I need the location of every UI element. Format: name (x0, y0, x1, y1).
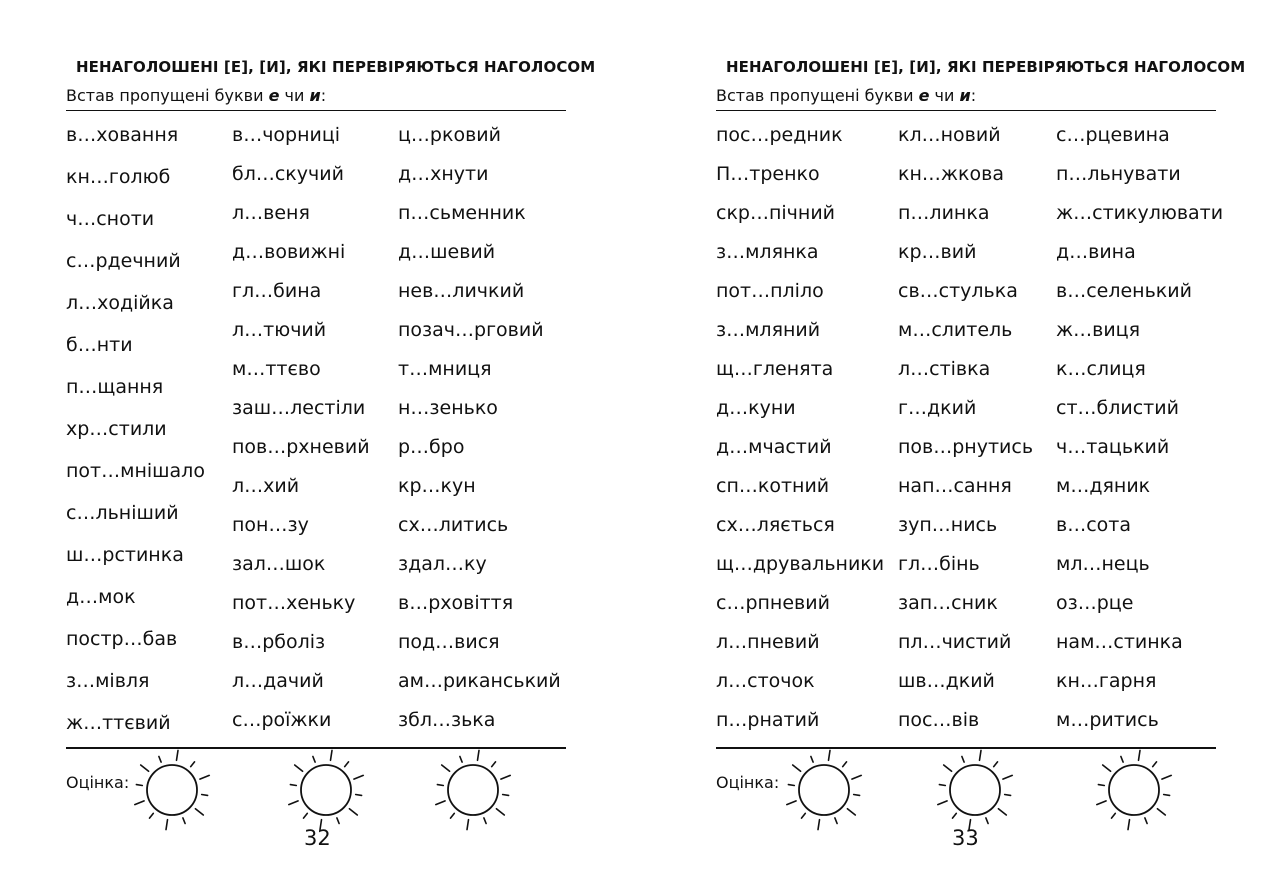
word-item: л…сточок (716, 670, 815, 692)
word-item: г…дкий (898, 397, 977, 419)
word-item: ч…тацький (1056, 436, 1170, 458)
sun-ray (177, 750, 179, 760)
word-item: пот…хеньку (232, 592, 356, 614)
word-item: щ…гленята (716, 358, 834, 380)
word-item: т…мниця (398, 358, 492, 380)
sun-ray (1139, 750, 1141, 760)
sun-ray (159, 757, 161, 763)
sun-ray (289, 801, 298, 805)
sun-ray (835, 818, 837, 824)
sun-ray (183, 818, 185, 824)
sun-ray (1103, 765, 1111, 771)
word-item: пот…пліло (716, 280, 824, 302)
sun-ray (492, 762, 496, 767)
word-item: ц…рковий (398, 124, 501, 146)
word-item: р…бро (398, 436, 465, 458)
sun-ray (290, 785, 296, 786)
sun-ray (437, 785, 443, 786)
word-item: хр…стили (66, 418, 167, 440)
page-number: 33 (952, 826, 979, 850)
sun-disc (448, 765, 498, 815)
word-item: д…мок (66, 586, 136, 608)
exercise-title: НЕНАГОЛОШЕНІ [Е], [И], ЯКІ ПЕРЕВІРЯЮТЬСЯ НАГОЛОСОМ (76, 58, 596, 76)
word-item: д…вина (1056, 241, 1136, 263)
word-item: кн…жкова (898, 163, 1004, 185)
word-item: м…слитель (898, 319, 1013, 341)
word-item: с…рцевина (1056, 124, 1170, 146)
top-rule (66, 110, 566, 111)
sun-ray (1003, 775, 1012, 779)
sun-ray (354, 775, 363, 779)
sun-disc (799, 765, 849, 815)
sun-disc (950, 765, 1000, 815)
sun-ray (135, 801, 144, 805)
sun-ray (1121, 757, 1123, 763)
sun-ray (1162, 775, 1171, 779)
word-item: б…нти (66, 334, 133, 356)
sun-ray (331, 750, 333, 760)
word-item: м…дяник (1056, 475, 1151, 497)
sun-ray (313, 757, 315, 763)
sun-icon[interactable] (930, 748, 1020, 838)
grade-label: Оцінка: (66, 773, 130, 792)
sun-ray (802, 813, 806, 818)
word-item: в…рховіття (398, 592, 514, 614)
word-item: в…сота (1056, 514, 1131, 536)
sun-ray (843, 762, 847, 767)
word-item: здал…ку (398, 553, 487, 575)
word-item: л…веня (232, 202, 310, 224)
word-item: д…шевий (398, 241, 496, 263)
word-item: п…рнатий (716, 709, 820, 731)
word-item: м…ритись (1056, 709, 1159, 731)
word-item: к…слиця (1056, 358, 1146, 380)
word-item: в…чорниці (232, 124, 341, 146)
sun-icon[interactable] (281, 748, 371, 838)
word-item: скр…пічний (716, 202, 836, 224)
word-item: ш…рстинка (66, 544, 184, 566)
sun-disc (301, 765, 351, 815)
word-item: с…рдечний (66, 250, 181, 272)
word-item: ст…блистий (1056, 397, 1179, 419)
sun-ray (202, 795, 208, 796)
sun-ray (501, 775, 510, 779)
sun-ray (150, 813, 154, 818)
sun-drawing (428, 748, 518, 838)
sun-ray (467, 820, 469, 830)
word-item: пл…чистий (898, 631, 1012, 653)
word-item: л…хий (232, 475, 300, 497)
sun-drawing (281, 748, 371, 838)
sun-ray (986, 818, 988, 824)
word-item: в…селенький (1056, 280, 1192, 302)
sun-ray (847, 809, 855, 815)
word-item: с…рпневий (716, 592, 830, 614)
word-item: сх…литись (398, 514, 509, 536)
sun-ray (962, 757, 964, 763)
sun-ray (998, 809, 1006, 815)
word-item: л…тючий (232, 319, 327, 341)
sun-ray (496, 809, 504, 815)
word-item: з…млянка (716, 241, 819, 263)
word-item: мл…нець (1056, 553, 1150, 575)
sun-disc (1109, 765, 1159, 815)
sun-ray (939, 785, 945, 786)
word-item: л…пневий (716, 631, 820, 653)
sun-ray (136, 785, 142, 786)
word-item: п…линка (898, 202, 990, 224)
word-item: п…сьменник (398, 202, 526, 224)
sun-ray (442, 765, 450, 771)
word-item: шв…дкий (898, 670, 995, 692)
word-item: д…вовижні (232, 241, 346, 263)
sun-icon[interactable] (428, 748, 518, 838)
word-item: л…стівка (898, 358, 991, 380)
grade-label: Оцінка: (716, 773, 780, 792)
sun-disc (147, 765, 197, 815)
sun-ray (356, 795, 362, 796)
word-item: м…ттєво (232, 358, 321, 380)
word-item: под…вися (398, 631, 500, 653)
sun-ray (304, 813, 308, 818)
word-item: д…хнути (398, 163, 489, 185)
sun-ray (829, 750, 831, 760)
instruction: Встав пропущені букви е чи и: (66, 86, 327, 105)
instruction: Встав пропущені букви е чи и: (716, 86, 977, 105)
word-item: ж…виця (1056, 319, 1141, 341)
sun-ray (478, 750, 480, 760)
word-item: п…щання (66, 376, 164, 398)
exercise-title: НЕНАГОЛОШЕНІ [Е], [И], ЯКІ ПЕРЕВІРЯЮТЬСЯ НАГОЛОСОМ (726, 58, 1246, 76)
sun-ray (436, 801, 445, 805)
word-item: п…льнувати (1056, 163, 1181, 185)
sun-ray (944, 765, 952, 771)
word-item: пов…рхневий (232, 436, 370, 458)
word-item: гл…бінь (898, 553, 980, 575)
word-item: постр…бав (66, 628, 178, 650)
sun-drawing (930, 748, 1020, 838)
sun-ray (195, 809, 203, 815)
word-item: пот…мнішало (66, 460, 205, 482)
sun-ray (854, 795, 860, 796)
word-item: ж…ттєвий (66, 712, 171, 734)
word-item: ам…риканський (398, 670, 561, 692)
sun-icon[interactable] (1089, 748, 1179, 838)
sun-icon[interactable] (779, 748, 869, 838)
sun-ray (1097, 801, 1106, 805)
sun-ray (349, 809, 357, 815)
word-item: нев…личкий (398, 280, 525, 302)
word-item: щ…друвальники (716, 553, 885, 575)
sun-ray (852, 775, 861, 779)
word-item: д…мчастий (716, 436, 832, 458)
word-item: кр…вий (898, 241, 977, 263)
word-item: заш…лестіли (232, 397, 366, 419)
word-item: с…льніший (66, 502, 179, 524)
word-item: пов…рнутись (898, 436, 1034, 458)
word-item: бл…скучий (232, 163, 344, 185)
sun-ray (141, 765, 149, 771)
word-item: оз…рце (1056, 592, 1134, 614)
word-item: пос…редник (716, 124, 843, 146)
word-item: з…мляний (716, 319, 821, 341)
word-item: ч…сноти (66, 208, 155, 230)
sun-ray (1153, 762, 1157, 767)
sun-ray (793, 765, 801, 771)
word-item: кл…новий (898, 124, 1001, 146)
sun-ray (166, 820, 168, 830)
sun-ray (994, 762, 998, 767)
word-item: л…дачий (232, 670, 324, 692)
word-item: з…мівля (66, 670, 150, 692)
sun-ray (451, 813, 455, 818)
word-item: зуп…нись (898, 514, 998, 536)
word-item: н…зенько (398, 397, 498, 419)
word-item: збл…зька (398, 709, 496, 731)
sun-ray (1145, 818, 1147, 824)
word-item: пон…зу (232, 514, 309, 536)
word-item: зап…сник (898, 592, 998, 614)
word-item: П…тренко (716, 163, 820, 185)
word-item: д…куни (716, 397, 796, 419)
word-item: кн…гарня (1056, 670, 1157, 692)
word-item: св…стулька (898, 280, 1018, 302)
sun-ray (200, 775, 209, 779)
sun-drawing (779, 748, 869, 838)
sun-ray (953, 813, 957, 818)
sun-ray (191, 762, 195, 767)
word-item: л…ходійка (66, 292, 174, 314)
word-item: в…ховання (66, 124, 179, 146)
word-item: сп…котний (716, 475, 830, 497)
sun-ray (818, 820, 820, 830)
sun-ray (337, 818, 339, 824)
word-item: с…роїжки (232, 709, 332, 731)
sun-drawing (1089, 748, 1179, 838)
sun-ray (1128, 820, 1130, 830)
sun-icon[interactable] (127, 748, 217, 838)
word-item: ж…стикулювати (1056, 202, 1224, 224)
word-item: нам…стинка (1056, 631, 1183, 653)
word-item: нап…сання (898, 475, 1012, 497)
sun-ray (503, 795, 509, 796)
sun-ray (1164, 795, 1170, 796)
sun-ray (460, 757, 462, 763)
sun-ray (345, 762, 349, 767)
word-item: кн…голюб (66, 166, 171, 188)
word-item: кр…кун (398, 475, 476, 497)
sun-ray (980, 750, 982, 760)
word-item: зал…шок (232, 553, 326, 575)
word-item: позач…рговий (398, 319, 544, 341)
sun-ray (787, 801, 796, 805)
sun-ray (295, 765, 303, 771)
sun-ray (1157, 809, 1165, 815)
sun-ray (484, 818, 486, 824)
page-left (60, 0, 660, 882)
sun-ray (938, 801, 947, 805)
page-number: 32 (304, 826, 331, 850)
sun-ray (811, 757, 813, 763)
word-item: пос…вів (898, 709, 980, 731)
word-item: в…рболіз (232, 631, 326, 653)
sun-ray (1005, 795, 1011, 796)
sun-ray (788, 785, 794, 786)
word-item: сх…ляється (716, 514, 835, 536)
sun-drawing (127, 748, 217, 838)
page-right (710, 0, 1280, 882)
sun-ray (1112, 813, 1116, 818)
top-rule (716, 110, 1216, 111)
word-item: гл…бина (232, 280, 322, 302)
sun-ray (1098, 785, 1104, 786)
